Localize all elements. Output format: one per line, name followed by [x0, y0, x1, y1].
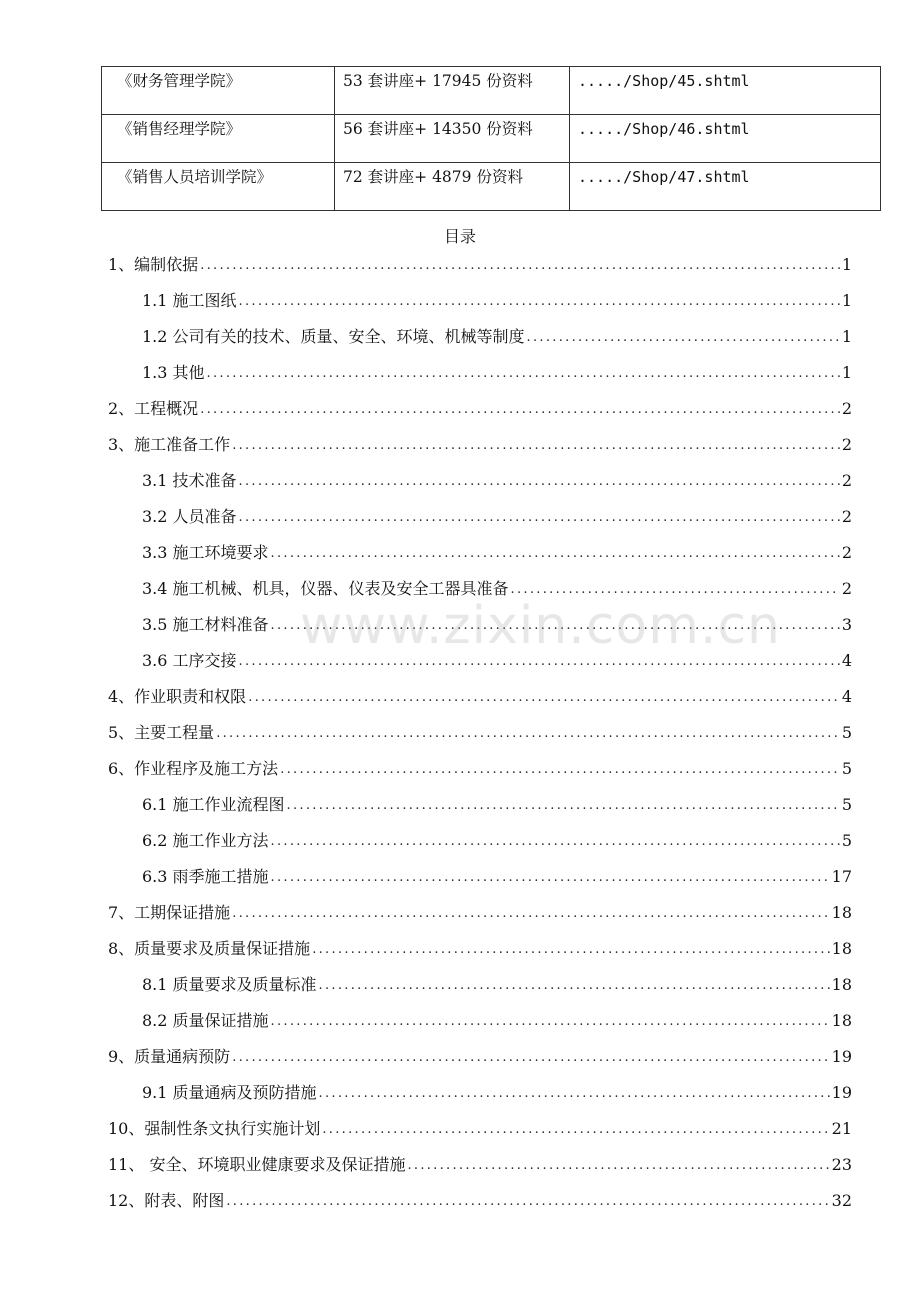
toc-leader-dots [200, 400, 840, 420]
toc-entry-page: 18 [831, 903, 852, 922]
toc-entry[interactable] [142, 826, 852, 852]
toc-leader-dots [271, 616, 840, 636]
resource-table [101, 66, 881, 211]
toc-leader-dots [319, 976, 830, 996]
toc-entry-page: 5 [841, 795, 852, 814]
toc-entry-page: 2 [841, 543, 852, 562]
toc-entry-label: 3.1 技术准备 [142, 471, 237, 490]
toc-entry[interactable] [142, 502, 852, 528]
toc-entry[interactable] [108, 1150, 852, 1176]
toc-entry-label: 9.1 质量通病及预防措施 [142, 1083, 317, 1102]
toc-leader-dots [239, 472, 840, 492]
toc-entry-label: 12、附表、附图 [108, 1191, 225, 1210]
toc-entry-page: 5 [841, 831, 852, 850]
toc-leader-dots [271, 832, 840, 852]
toc-leader-dots [232, 904, 829, 924]
toc-leader-dots [407, 1156, 829, 1176]
toc-entry[interactable] [142, 466, 852, 492]
toc-entry[interactable] [108, 682, 852, 708]
toc-entry-label: 1.2 公司有关的技术、质量、安全、环境、机械等制度 [142, 327, 525, 346]
toc-entry-label: 11、 安全、环境职业健康要求及保证措施 [108, 1155, 406, 1174]
toc-entry-label: 3、施工准备工作 [108, 435, 231, 454]
toc-entry-label: 6.1 施工作业流程图 [142, 795, 285, 814]
toc-entry-page: 21 [831, 1119, 852, 1138]
toc-leader-dots [239, 292, 840, 312]
toc-entry-label: 1、编制依据 [108, 255, 199, 274]
toc-entry-label: 8.1 质量要求及质量标准 [142, 975, 317, 994]
toc-leader-dots [207, 364, 840, 384]
table-row [102, 115, 881, 163]
toc-entry[interactable] [142, 358, 852, 384]
toc-entry[interactable] [108, 754, 852, 780]
table-cell-link[interactable]: ...../Shop/47.shtml [570, 163, 881, 211]
table-row [102, 67, 881, 115]
toc-entry-page: 2 [841, 399, 852, 418]
toc-leader-dots [280, 760, 840, 780]
toc-entry-page: 2 [841, 435, 852, 454]
toc-leader-dots [232, 436, 840, 456]
toc-entry-page: 1 [841, 291, 852, 310]
toc-entry-page: 1 [841, 363, 852, 382]
toc-title: 目录 [443, 227, 476, 246]
table-cell-name: 《财务管理学院》 [102, 67, 335, 115]
toc-entry[interactable] [142, 610, 852, 636]
toc-leader-dots [248, 688, 840, 708]
toc-entry[interactable] [108, 718, 852, 744]
toc-entry-label: 8.2 质量保证措施 [142, 1011, 269, 1030]
toc-entry-page: 2 [841, 579, 852, 598]
toc-entry[interactable] [108, 250, 852, 276]
table-cell-link[interactable]: ...../Shop/45.shtml [570, 67, 881, 115]
toc-entry[interactable] [108, 394, 852, 420]
toc-entry-label: 3.4 施工机械、机具，仪器、仪表及安全工器具准备 [142, 579, 509, 598]
toc-entry-page: 32 [831, 1191, 852, 1210]
toc-entry-page: 18 [831, 1011, 852, 1030]
table-cell-link[interactable]: ...../Shop/46.shtml [570, 115, 881, 163]
toc-entry-page: 17 [831, 867, 852, 886]
toc-leader-dots [319, 1084, 830, 1104]
toc-entry[interactable] [142, 862, 852, 888]
toc-entry-label: 8、质量要求及质量保证措施 [108, 939, 311, 958]
table-cell-name: 《销售人员培训学院》 [102, 163, 335, 211]
toc-leader-dots [312, 940, 829, 960]
toc-entry-page: 5 [841, 759, 852, 778]
toc-entry-label: 9、质量通病预防 [108, 1047, 231, 1066]
toc-leader-dots [527, 328, 840, 348]
watermark: www.zixin.com.cn [300, 596, 781, 656]
toc-entry[interactable] [108, 934, 852, 960]
toc-entry-page: 4 [841, 651, 852, 670]
table-row [102, 163, 881, 211]
toc-entry-page: 18 [831, 975, 852, 994]
toc-entry-page: 4 [841, 687, 852, 706]
toc-entry[interactable] [142, 646, 852, 672]
toc-entry[interactable] [142, 538, 852, 564]
toc-entry-label: 10、强制性条文执行实施计划 [108, 1119, 321, 1138]
table-cell-content: 72 套讲座+ 4879 份资料 [335, 163, 570, 211]
toc-entry[interactable] [142, 790, 852, 816]
toc-leader-dots [239, 652, 840, 672]
toc-leader-dots [271, 1012, 830, 1032]
toc-leader-dots [287, 796, 840, 816]
toc-entry[interactable] [142, 286, 852, 312]
toc-entry[interactable] [108, 1186, 852, 1212]
toc-entry-label: 5、主要工程量 [108, 723, 215, 742]
toc-entry[interactable] [108, 1114, 852, 1140]
table-cell-content: 53 套讲座+ 17945 份资料 [335, 67, 570, 115]
toc-leader-dots [322, 1120, 829, 1140]
toc-entry[interactable] [108, 1042, 852, 1068]
table-cell-name: 《销售经理学院》 [102, 115, 335, 163]
toc-entry-page: 18 [831, 939, 852, 958]
toc-entry-label: 4、作业职责和权限 [108, 687, 247, 706]
toc-entry-page: 2 [841, 507, 852, 526]
toc-entry-label: 3.6 工序交接 [142, 651, 237, 670]
toc-entry[interactable] [108, 430, 852, 456]
toc-entry-page: 23 [831, 1155, 852, 1174]
toc-entry[interactable] [108, 898, 852, 924]
toc-entry[interactable] [142, 970, 852, 996]
toc-entry-label: 6.2 施工作业方法 [142, 831, 269, 850]
toc-leader-dots [271, 544, 840, 564]
toc-entry-page: 19 [831, 1083, 852, 1102]
table-cell-content: 56 套讲座+ 14350 份资料 [335, 115, 570, 163]
toc-entry-label: 1.1 施工图纸 [142, 291, 237, 310]
toc-leader-dots [511, 580, 840, 600]
toc-entry-label: 3.5 施工材料准备 [142, 615, 269, 634]
toc-entry-page: 1 [841, 255, 852, 274]
toc-entry-page: 19 [831, 1047, 852, 1066]
toc-entry[interactable] [142, 1078, 852, 1104]
toc-leader-dots [200, 256, 840, 276]
toc-entry-label: 6.3 雨季施工措施 [142, 867, 269, 886]
toc-entry-label: 1.3 其他 [142, 363, 205, 382]
toc-entry[interactable] [142, 322, 852, 348]
toc-entry-label: 6、作业程序及施工方法 [108, 759, 279, 778]
toc-entry-label: 2、工程概况 [108, 399, 199, 418]
toc-entry-page: 1 [841, 327, 852, 346]
toc-leader-dots [271, 868, 830, 888]
toc-entry-page: 2 [841, 471, 852, 490]
toc-leader-dots [232, 1048, 829, 1068]
toc-leader-dots [216, 724, 840, 744]
toc-entry-page: 5 [841, 723, 852, 742]
toc-entry[interactable] [142, 1006, 852, 1032]
toc-entry-label: 7、工期保证措施 [108, 903, 231, 922]
toc-leader-dots [226, 1192, 829, 1212]
toc-entry-label: 3.2 人员准备 [142, 507, 237, 526]
toc-entry[interactable] [142, 574, 852, 600]
toc-entry-page: 3 [841, 615, 852, 634]
toc-leader-dots [239, 508, 840, 528]
toc-entry-label: 3.3 施工环境要求 [142, 543, 269, 562]
